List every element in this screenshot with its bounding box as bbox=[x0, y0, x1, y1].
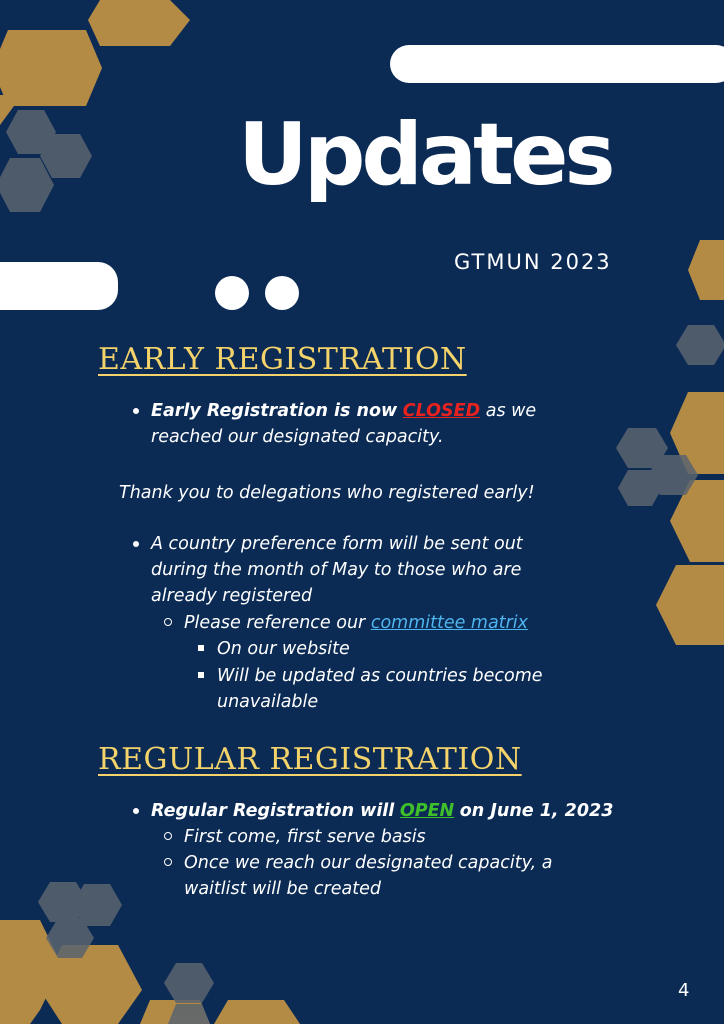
waitlist-line2: waitlist will be created bbox=[184, 879, 381, 899]
sub-sub-bullet-square bbox=[198, 672, 204, 678]
early-item-2-line1: A country preference form will be sent out bbox=[151, 534, 523, 554]
sub-bullet-circle bbox=[164, 832, 172, 840]
decorative-dot bbox=[265, 276, 299, 310]
committee-matrix-link[interactable]: committee matrix bbox=[370, 613, 528, 633]
first-come-item: First come, first serve basis bbox=[184, 827, 426, 847]
updated-item bbox=[217, 663, 543, 715]
early-item-2-line2: during the month of May to those who are bbox=[151, 560, 522, 580]
bullet-dot bbox=[133, 808, 139, 814]
regular-item-bold-2: on June 1, 2023 bbox=[459, 801, 614, 821]
waitlist-item bbox=[184, 850, 552, 902]
regular-item bbox=[151, 798, 613, 824]
page-title: Updates bbox=[238, 105, 612, 205]
thank-you-text: Thank you to delegations who registered early! bbox=[119, 483, 535, 503]
regular-registration-heading: REGULAR REGISTRATION bbox=[98, 742, 522, 777]
closed-status: CLOSED bbox=[402, 401, 481, 421]
sub-bullet-circle bbox=[164, 858, 172, 866]
sub-sub-bullet-square bbox=[198, 645, 204, 651]
early-registration-heading: EARLY REGISTRATION bbox=[98, 342, 467, 377]
regular-item-bold-1: Regular Registration will bbox=[151, 801, 395, 821]
updated-item-line1: Will be updated as countries become bbox=[217, 666, 543, 686]
early-item-1 bbox=[151, 398, 536, 450]
updated-item-line2: unavailable bbox=[217, 692, 319, 712]
early-item-1-bold: Early Registration is now bbox=[151, 401, 398, 421]
early-item-1-line2: reached our designated capacity. bbox=[151, 427, 444, 447]
reference-prefix: Please reference our bbox=[184, 613, 366, 633]
early-item-2-line3: already registered bbox=[151, 586, 313, 606]
decorative-dot bbox=[215, 276, 249, 310]
sub-bullet-circle bbox=[164, 618, 172, 626]
page-number: 4 bbox=[678, 980, 690, 1001]
early-item-1-rest: as we bbox=[485, 401, 537, 421]
decorative-pill-top bbox=[390, 45, 724, 83]
open-status: OPEN bbox=[399, 801, 455, 821]
reference-item bbox=[184, 610, 528, 636]
page-subtitle: GTMUN 2023 bbox=[454, 250, 612, 274]
waitlist-line1: Once we reach our designated capacity, a bbox=[184, 853, 553, 873]
early-item-2 bbox=[151, 531, 523, 609]
decorative-pill-left bbox=[0, 262, 118, 310]
bullet-dot bbox=[133, 408, 139, 414]
website-item: On our website bbox=[217, 639, 350, 659]
bullet-dot bbox=[133, 541, 139, 547]
